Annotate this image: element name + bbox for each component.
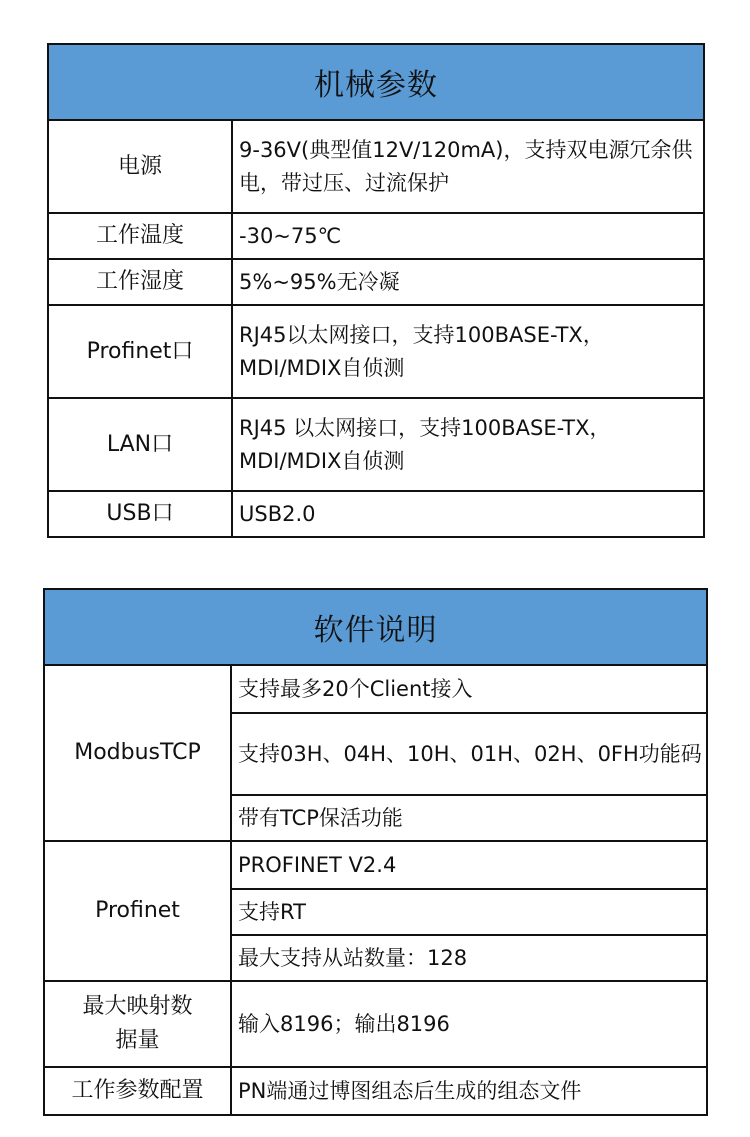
row-label-temperature: 工作温度 <box>48 213 232 259</box>
table-row <box>48 120 704 213</box>
row-label-power: 电源 <box>48 120 232 213</box>
row-label-humidity: 工作湿度 <box>48 259 232 305</box>
row-value-usb-port: USB2.0 <box>232 491 704 537</box>
row-label-profinet-port: Profinet口 <box>48 305 232 398</box>
table-row <box>44 981 707 1067</box>
row-value-max-mapping: 输入8196；输出8196 <box>231 981 707 1067</box>
row-label-usb-port: USB口 <box>48 491 232 537</box>
row-label-modbus: ModbusTCP <box>44 665 231 841</box>
mechanical-params-title: 机械参数 <box>48 44 704 120</box>
row-label-profinet: Profinet <box>44 841 231 981</box>
row-value-lan-port: RJ45 以太网接口，支持100BASE-TX，MDI/MDIX自侦测 <box>232 398 704 491</box>
row-label-lan-port: LAN口 <box>48 398 232 491</box>
row-value-temperature: -30~75℃ <box>232 213 704 259</box>
table-row <box>44 841 707 889</box>
row-value-config: PN端通过博图组态后生成的组态文件 <box>231 1067 707 1115</box>
row-value-modbus-function-codes: 支持03H、04H、10H、01H、02H、0FH功能码 <box>231 713 707 795</box>
table-row <box>48 259 704 305</box>
row-value-modbus-keepalive: 带有TCP保活功能 <box>231 795 707 841</box>
table-row <box>48 398 704 491</box>
row-label-config: 工作参数配置 <box>44 1067 231 1115</box>
row-value-power: 9-36V(典型值12V/120mA)，支持双电源冗余供电，带过压、过流保护 <box>232 120 704 213</box>
table-row <box>48 305 704 398</box>
row-value-profinet-slaves: 最大支持从站数量：128 <box>231 935 707 981</box>
row-label-max-mapping: 最大映射数据量 <box>44 981 231 1067</box>
row-value-humidity: 5%~95%无冷凝 <box>232 259 704 305</box>
mechanical-params-table <box>47 43 705 538</box>
software-spec-table <box>43 588 708 1116</box>
row-value-modbus-clients: 支持最多20个Client接入 <box>231 665 707 713</box>
table-row <box>48 213 704 259</box>
software-spec-title: 软件说明 <box>44 589 707 665</box>
table-row <box>44 1067 707 1115</box>
table-row <box>44 665 707 713</box>
table-row <box>48 491 704 537</box>
row-value-profinet-rt: 支持RT <box>231 889 707 935</box>
row-value-profinet-port: RJ45以太网接口，支持100BASE-TX，MDI/MDIX自侦测 <box>232 305 704 398</box>
row-value-profinet-version: PROFINET V2.4 <box>231 841 707 889</box>
